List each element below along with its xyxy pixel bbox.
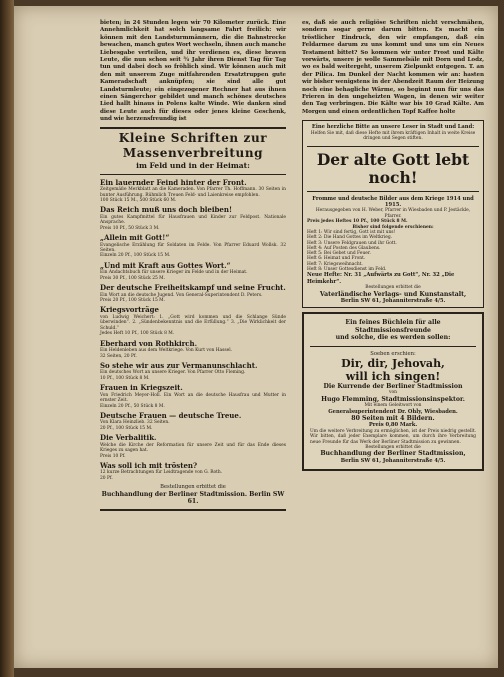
box2-order-note: Bestellungen erbittet die xyxy=(365,445,421,451)
list-item: Heft 1: Wir sind fertig, Gott ist mit uns! xyxy=(307,229,396,235)
box1-title: Der alte Gott lebt noch! xyxy=(316,149,470,187)
item-title: Die Verbalitik. xyxy=(100,433,157,443)
box2-foreword-author: Generalsuperintendent Dr. Ohly, Wiesbaden. xyxy=(328,408,458,415)
item-desc: Ein Heldenleben aus dem Weltkriege. Von Kurt von Hassel. xyxy=(100,348,233,354)
section-subheading: im Feld und in der Heimat: xyxy=(136,160,250,170)
item-price: Preis 10 Pf., 50 Stück 3 M. xyxy=(100,225,160,231)
item-desc: Ein Andachtsbuch für unsere Krieger im Felde und in der Heimat. xyxy=(100,270,248,276)
box2-publisher: Buchhandlung der Berliner Stadtmission, xyxy=(320,450,466,458)
box1-kicker-desc: Helfen Sie mit, daß diese Hefte mit ihrem kräftigen Inhalt in weite Kreise dringen und Segen stiften. xyxy=(310,130,476,142)
item-title: So stehe wir aus zur Vermanunschlacht. xyxy=(100,360,258,370)
item-title: „Allein mit Gott!“ xyxy=(100,233,170,243)
box1-price: Preis jedes Heftes 10 Pf., 100 Stück 8 M. xyxy=(307,219,408,225)
item-desc: von Ludwig Weichert: 1. „Gott wird kommen und die Schlange Sünde überwinden“. 2. „Sündenbekenntnis und die Erfüllung.“ 3. „Die Wirklichkeit der Schuld.“ xyxy=(100,314,286,331)
item-desc: Ein deutsches Wort an unsere Krieger. Von Pfarrer Otto Fleming. xyxy=(100,370,246,376)
box2-header-line1: Ein feines Büchlein für alle Stadtmissionsfreunde xyxy=(345,319,441,334)
item-price: 100 Stück 15 M., 500 Stück 60 M. xyxy=(100,198,177,203)
list-item: Heft 4: Auf Posten des Glaubens. xyxy=(307,245,381,251)
box2-title-line1: Dir, dir, Jehovah, xyxy=(341,356,445,370)
item-desc: Zeitgemäße Merkblatt an die Kameraden. Von Pfarrer Th. Hoffmann. 30 Seiten in bunter Ausführung. Rühmlich Treuen Feld- und Laienkreise empfohlen. xyxy=(100,187,286,198)
list-item: Heft 6: Heimat und Front. xyxy=(307,256,366,262)
item-desc: Evangelische Erzählung für Soldaten im Felde. Von Pfarrer Eduard Wollsk. 32 Seiten. xyxy=(100,242,286,254)
item-price: 20 Pf. xyxy=(100,475,113,481)
list-item xyxy=(100,362,286,381)
item-desc: Ein Wort an die deutsche Jugend. Von General-Superintendent D. Peters. xyxy=(100,292,263,298)
box1-rule xyxy=(307,146,479,147)
box1-publisher-address: Berlin SW 61, Johanniterstraße 4/5. xyxy=(340,297,446,304)
box2-header-line2: und solche, die es werden sollen: xyxy=(335,334,451,342)
item-price: Preis 20 Pf., 100 Stück 15 M. xyxy=(100,298,166,304)
list-item xyxy=(100,206,286,231)
book-binding xyxy=(0,0,14,677)
item-desc: Von Friedrich Meyer-Holl. Ein Wort an die deutsche Hausfrau und Mutter in ernster Zeit. xyxy=(100,392,286,404)
item-price: Einzeln 20 Pf., 100 Stück 15 M. xyxy=(100,253,171,259)
item-desc: Von Klara Heinzlieb. 32 Seiten. xyxy=(100,420,170,426)
list-item: Heft 2: Die Hand Gottes im Weltkrieg. xyxy=(307,235,393,241)
item-desc: Welche die Kirche der Reformation für unsere Zeit und für das Ende dieses Krieges zu sagen hat. xyxy=(100,442,286,454)
box2-author: Hugo Flemming, Stadtmissionsinspektor. xyxy=(321,395,465,403)
section-rule xyxy=(100,174,286,175)
document-page xyxy=(14,6,498,668)
item-price: 20 Pf., 100 Stück 15 M. xyxy=(100,425,153,431)
box1-rule xyxy=(307,191,479,192)
box2-body: Um die weitere Verbreitung zu ermöglichen, ist der Preis niedrig gestellt. Wir bitten, daß jeder Exemplare kommen, um durch ihre Verbreitung neue Freunde für das Werk der Berliner Stadtmission zu gewinnen. xyxy=(310,428,476,445)
box2-subtitle: Die Kurrende der Berliner Stadtmission xyxy=(323,382,463,390)
item-price: Preis 30 Pf., 100 Stück 25 M. xyxy=(100,275,166,281)
item-price: 10 Pf., 100 Stück 8 M. xyxy=(100,375,150,381)
list-item: Heft 8: Unser Gottesdienst im Feld. xyxy=(307,267,387,273)
box2-pages: 80 Seiten mit 4 Bildern. xyxy=(351,415,435,422)
list-item xyxy=(100,306,286,336)
list-item xyxy=(100,179,286,204)
section-heading-line1: Kleine Schriften zur xyxy=(118,130,268,145)
list-item xyxy=(100,234,286,259)
box2-price: Preis 0,80 Mark. xyxy=(368,422,418,429)
advert-box-jehovah xyxy=(302,312,484,471)
box2-announcement: Soeben erschien: xyxy=(370,350,416,357)
item-price: Jedes Heft 10 Pf., 100 Stück 8 M. xyxy=(100,331,175,337)
box1-publisher-name: Vaterländische Verlags- und Kunstanstalt, xyxy=(319,290,467,298)
item-title: Deutsche Frauen — deutsche Treue. xyxy=(100,410,242,420)
order-note: Bestellungen erbittet die xyxy=(160,484,226,491)
item-price: Einzeln 20 Pf., 50 Stück 8 M. xyxy=(100,403,165,409)
heft-list xyxy=(307,230,479,272)
left-intro-text: bieten; in 24 Stunden legen wir 70 Kilometer zurück. Eine Annehmlichkeit hat solch langsame Fahrt freilich: wir können mit den Landsturmmännern, die die Bahnstrecke bewachen, manch gutes Wort wechseln, ihnen auch manche Liebesgabe verteilen, und ihr verdienen es, diese braven Leute, die nun schon seit ¾ Jahr ihren Dienst Tag für Tag tun und dabei doch so fröhlich sind. Wir können auch mit den mit unserem Zuge mitfahrenden Ersatztruppen gute Kameradschaft anknüpfen; sie sind alle gut Landsturmleute; ein eingezogener Rechner hat aus ihnen einen Sängerchor gebildet und manch schönes deutsches Lied hallt hinaus in Polens kalte Winde. Wie danken sind diese Leute auch für dieses oder jenes kleine Geschenk, und wie herzensfreundig ist xyxy=(100,20,286,123)
list-item: Heft 5: Bei Gebet und Feuer. xyxy=(307,251,371,257)
item-desc: Ein gutes Kampfmittel für Hausfrauen und Kinder zur Feldpost. Nationale Ansprache. xyxy=(100,214,286,226)
item-title: Ein lauernder Feind hinter der Front. xyxy=(100,177,247,187)
item-desc: 12 kurze Betrachtungen für Leidtragende von G. Roth. xyxy=(100,470,223,476)
box2-address: Berlin SW 61, Johanniterstraße 4/5. xyxy=(340,457,446,464)
box1-kicker: Eine herzliche Bitte an unsere Leser in Stadt und Land: xyxy=(311,124,475,131)
list-item: Heft 7: Kriegsweihnacht. xyxy=(307,261,363,267)
list-item: Heft 3: Unsere Feldgrauen und ihr Gott. xyxy=(307,240,397,246)
list-item xyxy=(100,412,286,431)
box1-neue-hefte: Neue Hefte: Nr. 31 „Aufwärts zu Gott“, Nr. 32 „Die Heimkehr“. xyxy=(307,272,455,285)
list-item xyxy=(100,262,286,281)
left-column xyxy=(100,20,286,513)
box1-heft-heading: Bisher sind folgende erschienen: xyxy=(352,224,434,230)
item-title: Das Reich muß uns doch bleiben! xyxy=(100,205,233,215)
box2-rule xyxy=(310,346,476,347)
box2-foreword-prefix: Mit einem Geleitwort von xyxy=(364,403,422,409)
publisher-line: Buchhandlung der Berliner Stadtmission. Berlin SW 61. xyxy=(101,490,285,506)
section-rule-bottom xyxy=(100,509,286,511)
item-title: Eberhard von Rothkirch. xyxy=(100,338,198,348)
advert-box-alter-gott xyxy=(302,120,484,308)
right-column xyxy=(302,20,484,471)
box1-footer-note: Bestellungen erbittet die xyxy=(365,285,421,291)
item-price: 32 Seiten, 20 Pf. xyxy=(100,353,137,359)
item-title: „Und mit Kraft aus Gottes Wort.“ xyxy=(100,260,231,270)
right-intro-text: es, daß sie auch religiöse Schriften nicht verschmähen, sondern sogar gerne darum bitten. Es macht ein tröstlicher Eindruck, den wir empfangen, daß ein Feldarmee darum zu uns kommt und uns um ein Neues Testament bittet? So kommen wir unter Frost und Kälte vorwärts, unsere je wolle Sammelsäle mit Dorn und Lodz, wo es bald weitergeht, unserem Zielpunkt entgegen. T. an der Pilica. Im Dunkel der Nacht kommen wir an: hasten wir bisher wenigstens in der Abendzeit Raum der Heizung noch eine behagliche Wärme, so beginnt nun für uns das Frieren in den ungeheizten Wagen, in denen wir weiter den Tag verbringen. Die Kälte war bis 10 Grad Kälte. Am Morgen und einen ordentlichen Topf Kaffee holte xyxy=(302,20,484,115)
list-item xyxy=(100,284,286,303)
item-title: Was soll ich mit trösten? xyxy=(100,460,198,470)
box2-author-prefix: von xyxy=(389,390,397,396)
section-rule-top xyxy=(100,127,286,129)
list-item xyxy=(100,340,286,359)
list-item xyxy=(100,434,286,459)
item-title: Frauen in Kriegszeit. xyxy=(100,383,183,393)
list-item xyxy=(100,462,286,481)
section-heading-line2: Massenverbreitung xyxy=(122,145,264,160)
item-title: Der deutsche Freiheitskampf und seine Frucht. xyxy=(100,283,286,293)
list-item xyxy=(100,384,286,409)
box1-editor: Herausgegeben von H. Weber, Pfarrer in Wiesbaden und P. Jestäckle, Pfarrer. xyxy=(315,208,471,219)
item-title: Kriegsvorträge xyxy=(100,305,159,315)
box1-subtitle: Fromme und deutsche Bilder aus dem Kriege 1914 und 1915. xyxy=(312,195,474,208)
box2-title-line2: will ich singen! xyxy=(345,369,441,383)
item-price: Preis 10 Pf. xyxy=(100,453,126,459)
